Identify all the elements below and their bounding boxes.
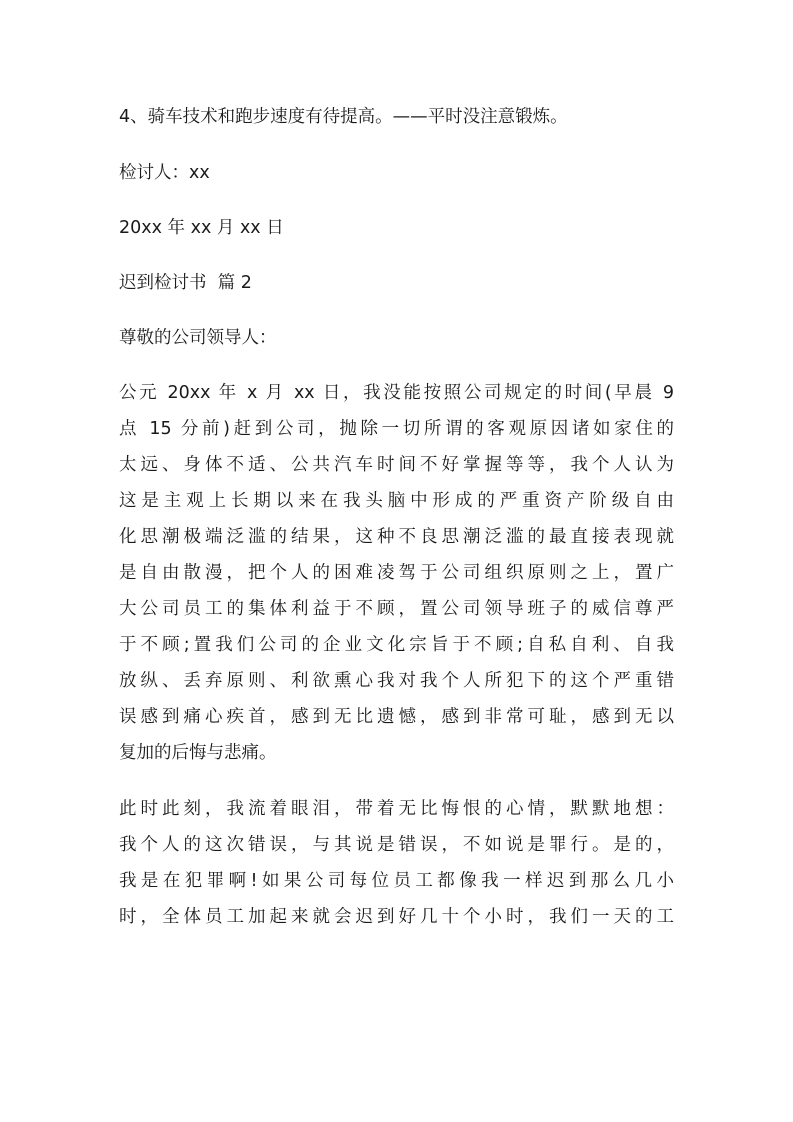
paragraph-line: 化思潮极端泛滥的结果，这种不良思潮泛滥的最直接表现就 [119,527,674,547]
paragraph-line: 我个人的这次错误，与其说是错误，不如说是罪行。是的， [119,835,674,855]
paragraph-line: 太远、身体不适、公共汽车时间不好掌握等等，我个人认为 [119,455,674,475]
paragraph-line: 我是在犯罪啊!如果公司每位员工都像我一样迟到那么几小 [119,871,674,891]
paragraph-line: 这是主观上长期以来在我头脑中形成的严重资产阶级自由 [119,491,674,511]
paragraph-line: 点 15 分前)赶到公司，抛除一切所谓的客观原因诸如家住的 [119,419,674,439]
paragraph-line: 误感到痛心疾首，感到无比遗憾，感到非常可耻，感到无以 [119,707,674,727]
salutation: 尊敬的公司领导人： [119,328,277,348]
date-line: 20xx 年 xx 月 xx 日 [119,218,284,238]
paragraph-line: 复加的后悔与悲痛。 [119,743,277,763]
paragraph-line: 公元 20xx 年 x 月 xx 日，我没能按照公司规定的时间(早晨 9 [119,383,674,403]
paragraph-line: 此时此刻，我流着眼泪，带着无比悔恨的心情，默默地想： [119,799,674,819]
paragraph-line: 大公司员工的集体利益于不顾，置公司领导班子的威信尊严 [119,599,674,619]
paragraph-line: 于不顾;置我们公司的企业文化宗旨于不顾;自私自利、自我 [119,635,674,655]
signer-line: 检讨人：xx [119,163,210,183]
section-heading: 迟到检讨书 篇 2 [119,273,252,293]
paragraph-line: 是自由散漫，把个人的困难凌驾于公司组织原则之上，置广 [119,563,674,583]
paragraph-line: 放纵、丢弃原则、利欲熏心我对我个人所犯下的这个严重错 [119,671,674,691]
summary-item: 4、骑车技术和跑步速度有待提高。——平时没注意锻炼。 [119,107,568,127]
paragraph-line: 时，全体员工加起来就会迟到好几十个小时，我们一天的工 [119,907,674,927]
